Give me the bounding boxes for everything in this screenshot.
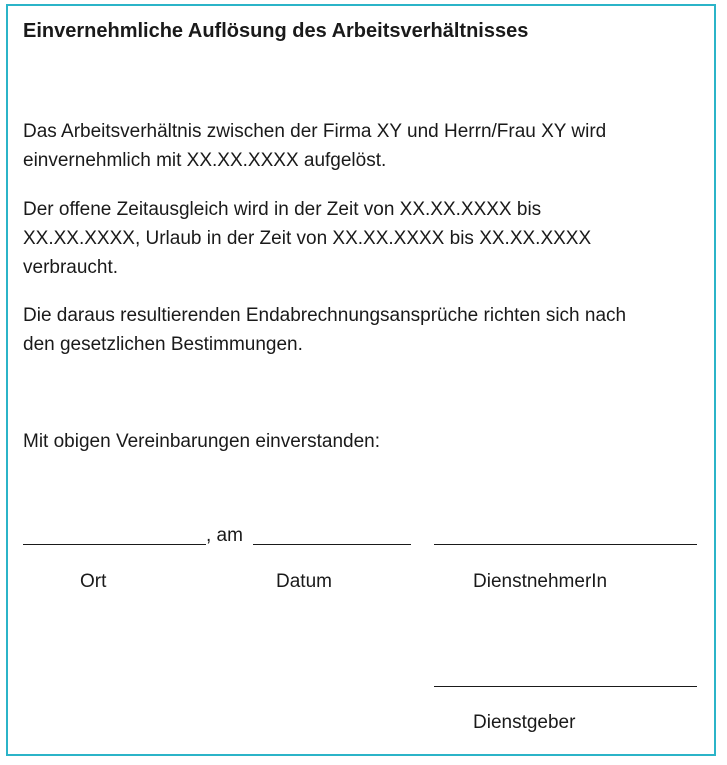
place-label: Ort [80, 571, 107, 592]
date-separator: , am [206, 525, 243, 546]
date-signature-line [253, 544, 411, 545]
employee-signature-line [434, 544, 697, 545]
paragraph-final-settlement: Die daraus resultierenden Endabrechnungsansprüche richten sich nach den gesetzlichen Bestimmungen. [23, 305, 627, 355]
document-title: Einvernehmliche Auflösung des Arbeitsverhältnisses [23, 20, 529, 42]
paragraph-agreement: Mit obigen Vereinbarungen einverstanden: [23, 431, 381, 452]
place-signature-line [23, 544, 206, 545]
employer-signature-line [434, 686, 697, 687]
employer-label: Dienstgeber [473, 712, 576, 733]
employee-label: DienstnehmerIn [473, 571, 608, 592]
paragraph-time-off: Der offene Zeitausgleich wird in der Zeit von XX.XX.XXXX bis XX.XX.XXXX, Urlaub in der Zeit von XX.XX.XXXX bis XX.XX.XXXX verbraucht. [23, 199, 592, 278]
paragraph-termination: Das Arbeitsverhältnis zwischen der Firma XY und Herrn/Frau XY wird einvernehmlich mit XX.XX.XXXX aufgelöst. [23, 121, 607, 171]
date-label: Datum [276, 571, 332, 592]
